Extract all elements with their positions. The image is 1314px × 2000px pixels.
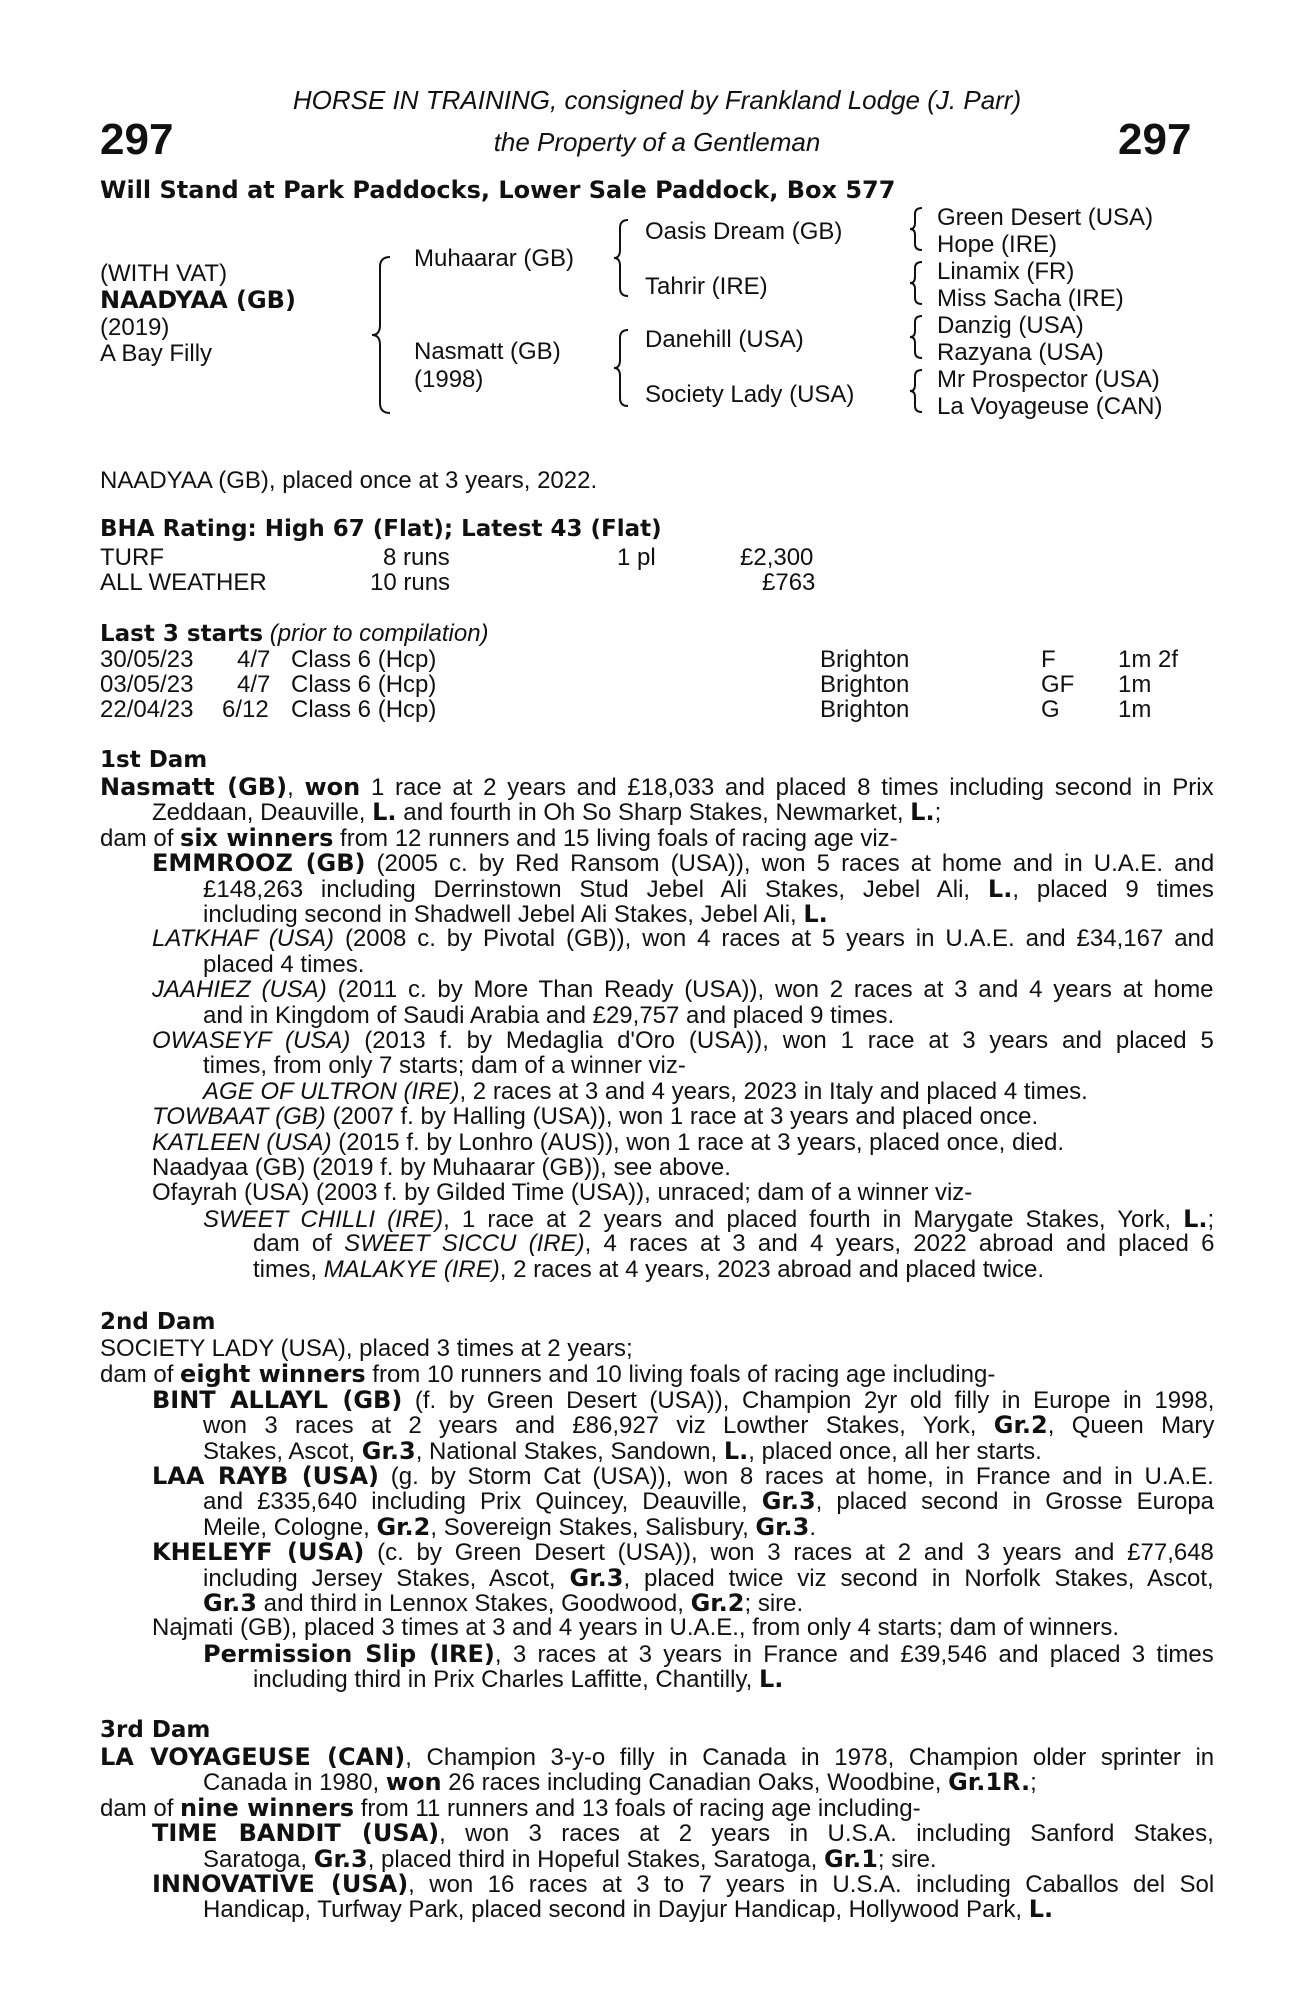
text-line: including second in Shadwell Jebel Ali Stakes, Jebel Ali, L. — [203, 900, 828, 928]
text-line: and in Kingdom of Saudi Arabia and £29,757 and placed 9 times. — [203, 1001, 895, 1029]
rating-heading: BHA Rating: High 67 (Flat); Latest 43 (Flat) — [100, 516, 662, 542]
rating-turf-runs: 8 runs — [383, 544, 450, 571]
foal-year: (2019) — [100, 314, 170, 341]
text-line: BINT ALLAYL (GB) (f. by Green Desert (USA)), Champion 2yr old filly in Europe in 1998, — [152, 1385, 1215, 1414]
pedigree-brace-main — [370, 255, 394, 415]
start-date: 22/04/23 — [100, 696, 194, 723]
start-race: Class 6 (Hcp) — [291, 671, 437, 698]
rating-aw-runs: 10 runs — [370, 569, 451, 596]
starts-header — [100, 622, 489, 646]
pedigree-gen3-8: La Voyageuse (CAN) — [937, 393, 1163, 420]
start-going: GF — [1041, 671, 1075, 698]
pedigree-gen3-2: Hope (IRE) — [937, 231, 1058, 258]
text-line: dam of six winners from 12 runners and 15 living foals of racing age viz- — [100, 823, 898, 852]
start-position: 4/7 — [237, 646, 271, 673]
start-course: Brighton — [820, 696, 910, 723]
text-line: £148,263 including Derrinstown Stud Jebel Ali Stakes, Jebel Ali, L., placed 9 times — [203, 874, 1214, 903]
text-line: LATKHAF (USA) (2008 c. by Pivotal (GB)), won 4 races at 5 years in U.A.E. and £34,167 and — [152, 925, 1215, 953]
pedigree-brace-g3-4 — [908, 368, 926, 414]
text-line: JAAHIEZ (USA) (2011 c. by More Than Ready (USA)), won 2 races at 3 and 4 years at home — [152, 976, 1214, 1004]
pedigree-gen2-3: Danehill (USA) — [645, 326, 804, 353]
horse-description: A Bay Filly — [100, 340, 213, 367]
text-line: placed 4 times. — [203, 950, 365, 978]
pedigree-dam-year: (1998) — [414, 366, 484, 393]
text-line: Meile, Cologne, Gr.2, Sovereign Stakes, Salisbury, Gr.3. — [203, 1512, 817, 1541]
text-line: Naadyaa (GB) (2019 f. by Muhaarar (GB)), see above. — [152, 1154, 731, 1181]
start-date: 30/05/23 — [100, 646, 194, 673]
pedigree-brace-g3-2 — [908, 260, 926, 306]
text-line: Gr.3 and third in Lennox Stakes, Goodwood, Gr.2; sire. — [203, 1589, 804, 1617]
text-line: EMMROOZ (GB) (2005 c. by Red Ransom (USA)), won 5 races at home and in U.A.E. and — [152, 849, 1215, 878]
text-line: won 3 races at 2 years and £86,927 viz Lowther Stakes, York, Gr.2, Queen Mary — [203, 1411, 1215, 1440]
consignor-line: HORSE IN TRAINING, consigned by Frankland Lodge (J. Parr) — [292, 85, 1022, 115]
start-race: Class 6 (Hcp) — [291, 646, 437, 673]
text-line: Handicap, Turfway Park, placed second in Dayjur Handicap, Hollywood Park, L. — [203, 1895, 1054, 1924]
text-line: KHELEYF (USA) (c. by Green Desert (USA)), won 3 races at 2 and 3 years and £77,648 — [152, 1538, 1214, 1567]
start-distance: 1m 2f — [1118, 646, 1179, 673]
text-line: Stakes, Ascot, Gr.3, National Stakes, Sandown, L., placed once, all her starts. — [203, 1436, 1042, 1465]
pedigree-sire: Muhaarar (GB) — [414, 245, 575, 272]
start-going: G — [1041, 696, 1060, 723]
rating-turf-money: £2,300 — [740, 544, 814, 571]
horse-name: NAADYAA (GB) — [100, 286, 296, 314]
text-line: INNOVATIVE (USA), won 16 races at 3 to 7 years in U.S.A. including Caballos del Sol — [152, 1870, 1215, 1898]
pedigree-gen3-6: Razyana (USA) — [937, 339, 1104, 366]
text-line: Zeddaan, Deauville, L. and fourth in Oh So Sharp Stakes, Newmarket, L.; — [152, 798, 942, 827]
text-line: TOWBAAT (GB) (2007 f. by Halling (USA)), won 1 race at 3 years and placed once. — [152, 1103, 1039, 1131]
text-line: LAA RAYB (USA) (g. by Storm Cat (USA)), won 8 races at home, in France and in U.A.E. — [152, 1462, 1214, 1490]
lot-number-left: 297 — [100, 115, 174, 164]
starts-heading: Last 3 starts — [100, 621, 264, 647]
text-line: AGE OF ULTRON (IRE), 2 races at 3 and 4 years, 2023 in Italy and placed 4 times. — [203, 1077, 1088, 1105]
text-line: OWASEYF (USA) (2013 f. by Medaglia d'Oro (USA)), won 1 race at 3 years and placed 5 — [152, 1027, 1214, 1054]
text-line: including Jersey Stakes, Ascot, Gr.3, placed twice viz second in Norfolk Stakes, Ascot, — [203, 1563, 1214, 1592]
text-line: Saratoga, Gr.3, placed third in Hopeful Stakes, Saratoga, Gr.1; sire. — [203, 1844, 937, 1873]
dam3-heading: 3rd Dam — [100, 1717, 211, 1743]
start-race: Class 6 (Hcp) — [291, 696, 437, 723]
pedigree-gen3-3: Linamix (FR) — [937, 258, 1075, 285]
text-line: dam of nine winners from 11 runners and 13 foals of racing age including- — [100, 1793, 921, 1822]
text-line: LA VOYAGEUSE (CAN), Champion 3-y-o filly in Canada in 1978, Champion older sprinter in — [100, 1743, 1215, 1771]
pedigree-gen2-1: Oasis Dream (GB) — [645, 218, 843, 245]
pedigree-brace-g3-1 — [908, 206, 926, 252]
text-line: SOCIETY LADY (USA), placed 3 times at 2 years; — [100, 1335, 633, 1362]
pedigree-gen3-1: Green Desert (USA) — [937, 204, 1154, 231]
pedigree-gen2-2: Tahrir (IRE) — [645, 273, 768, 300]
text-line: including third in Prix Charles Laffitte, Chantilly, L. — [253, 1665, 784, 1694]
start-date: 03/05/23 — [100, 671, 194, 698]
pedigree-brace-g3-3 — [908, 314, 926, 360]
pedigree-brace-dam — [612, 328, 632, 408]
text-line: dam of SWEET SICCU (IRE), 4 races at 3 and 4 years, 2022 abroad and placed 6 — [253, 1230, 1215, 1258]
pedigree-gen3-4: Miss Sacha (IRE) — [937, 285, 1124, 312]
start-course: Brighton — [820, 646, 910, 673]
start-going: F — [1041, 646, 1056, 673]
text-line: SWEET CHILLI (IRE), 1 race at 2 years and placed fourth in Marygate Stakes, York, L.; — [203, 1204, 1215, 1233]
text-line: times, MALAKYE (IRE), 2 races at 4 years, 2023 abroad and placed twice. — [253, 1255, 1045, 1283]
dam1-heading: 1st Dam — [100, 747, 208, 773]
rating-turf-placed: 1 pl — [617, 544, 656, 571]
rating-turf-surface: TURF — [100, 544, 164, 571]
property-line: the Property of a Gentleman — [493, 127, 821, 157]
text-line: Canada in 1980, won 26 races including Canadian Oaks, Woodbine, Gr.1R.; — [203, 1768, 1037, 1797]
rating-aw-surface: ALL WEATHER — [100, 569, 267, 596]
start-distance: 1m — [1118, 696, 1152, 723]
pedigree-gen2-4: Society Lady (USA) — [645, 381, 855, 408]
text-line: Ofayrah (USA) (2003 f. by Gilded Time (USA)), unraced; dam of a winner viz- — [152, 1179, 973, 1207]
start-position: 4/7 — [237, 671, 271, 698]
text-line: dam of eight winners from 10 runners and 10 living foals of racing age including- — [100, 1360, 996, 1389]
text-line: Nasmatt (GB), won 1 race at 2 years and £18,033 and placed 8 times including second in Prix — [100, 773, 1214, 801]
text-line: KATLEEN (USA) (2015 f. by Lonhro (AUS)), won 1 race at 3 years, placed once, died. — [152, 1128, 1064, 1156]
start-position: 6/12 — [222, 696, 269, 723]
start-course: Brighton — [820, 671, 910, 698]
rating-aw-money: £763 — [762, 569, 816, 596]
lot-number-right: 297 — [1118, 115, 1192, 164]
text-line: times, from only 7 starts; dam of a winner viz- — [203, 1052, 686, 1080]
text-line: TIME BANDIT (USA), won 3 races at 2 years in U.S.A. including Sanford Stakes, — [152, 1819, 1214, 1848]
vat-label: (WITH VAT) — [100, 260, 228, 287]
dam2-heading: 2nd Dam — [100, 1309, 216, 1335]
starts-note: (prior to compilation) — [269, 620, 489, 647]
stand-location: Will Stand at Park Paddocks, Lower Sale Paddock, Box 577 — [100, 176, 896, 204]
text-line: Najmati (GB), placed 3 times at 3 and 4 years in U.A.E., from only 4 starts; dam of winners. — [152, 1614, 1120, 1642]
text-line: Permission Slip (IRE), 3 races at 3 years in France and £39,546 and placed 3 times — [203, 1639, 1214, 1668]
pedigree-brace-sire — [612, 218, 632, 298]
race-summary: NAADYAA (GB), placed once at 3 years, 2022. — [100, 467, 598, 494]
start-distance: 1m — [1118, 671, 1152, 698]
pedigree-gen3-7: Mr Prospector (USA) — [937, 366, 1160, 393]
pedigree-dam: Nasmatt (GB) — [414, 338, 561, 365]
text-line: and £335,640 including Prix Quincey, Deauville, Gr.3, placed second in Grosse Europa — [203, 1487, 1215, 1516]
pedigree-gen3-5: Danzig (USA) — [937, 312, 1084, 339]
